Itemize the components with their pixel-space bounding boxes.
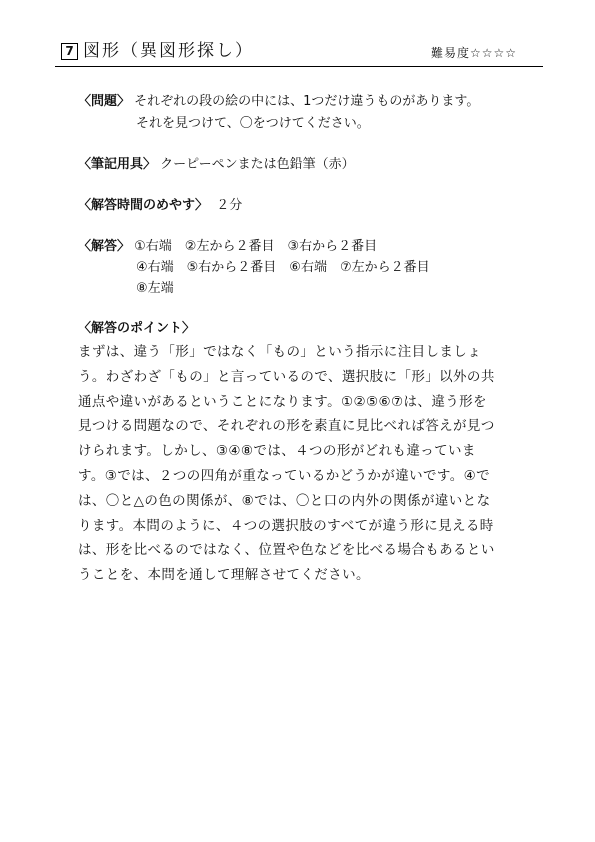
time-label: 〈解答時間のめやす〉 <box>78 198 209 213</box>
problem-label: 〈問題〉 <box>78 94 131 109</box>
tools-label: 〈筆記用具〉 <box>78 157 157 172</box>
tools-section <box>78 155 355 175</box>
difficulty-rating: 難易度☆☆☆☆ <box>430 46 517 60</box>
time-section <box>78 196 242 216</box>
page-header <box>55 40 543 67</box>
problem-section <box>78 92 479 112</box>
point-line: は、形を比べるのではなく、位置や色などを比べる場合もあるとい <box>78 542 495 559</box>
point-line: う。わざわざ「もの」と言っているので、選択肢に「形」以外の共 <box>78 368 495 385</box>
point-line: 見つける問題なので、それぞれの形を素直に見比べれば答えが見つ <box>78 418 495 435</box>
time-text: ２分 <box>216 198 243 213</box>
answer-label: 〈解答〉 <box>78 239 131 254</box>
point-line: うことを、本問を通して理解させてください。 <box>78 567 370 584</box>
point-line: 通点や違いがあるということになります。①②⑤⑥⑦は、違う形を <box>78 393 487 410</box>
point-line: す。③では、２つの四角が重なっているかどうかが違いです。④で <box>78 467 491 484</box>
point-line: けられます。しかし、③④⑧では、４つの形がどれも違っていま <box>78 443 476 460</box>
answer-line3: ⑧左端 <box>136 281 174 296</box>
point-line: は、〇と△の色の関係が、⑧では、〇と口の内外の関係が違いとな <box>78 492 491 509</box>
point-label: 〈解答のポイント〉 <box>78 321 196 336</box>
page-title: 図形（異図形探し） <box>83 41 254 61</box>
answer-section <box>78 237 377 257</box>
tools-text: クーピーペンまたは色鉛筆（赤） <box>160 157 355 172</box>
problem-text-line2: それを見つけて、〇をつけてください。 <box>136 116 370 131</box>
answer-line2: ④右端 ⑤右から２番目 ⑥右端 ⑦左から２番目 <box>136 260 430 275</box>
answer-line1: ①右端 ②左から２番目 ③右から２番目 <box>134 239 378 254</box>
point-paragraph <box>78 340 523 588</box>
question-number-box: 7 <box>61 43 78 60</box>
problem-text-line1: それぞれの段の絵の中には、1つだけ違うものがあります。 <box>134 94 480 109</box>
point-section-heading <box>78 319 195 339</box>
point-line: ります。本問のように、４つの選択肢のすべてが違う形に見える時 <box>78 517 494 534</box>
point-line: まずは、違う「形」ではなく「もの」という指示に注目しましょ <box>78 344 482 360</box>
